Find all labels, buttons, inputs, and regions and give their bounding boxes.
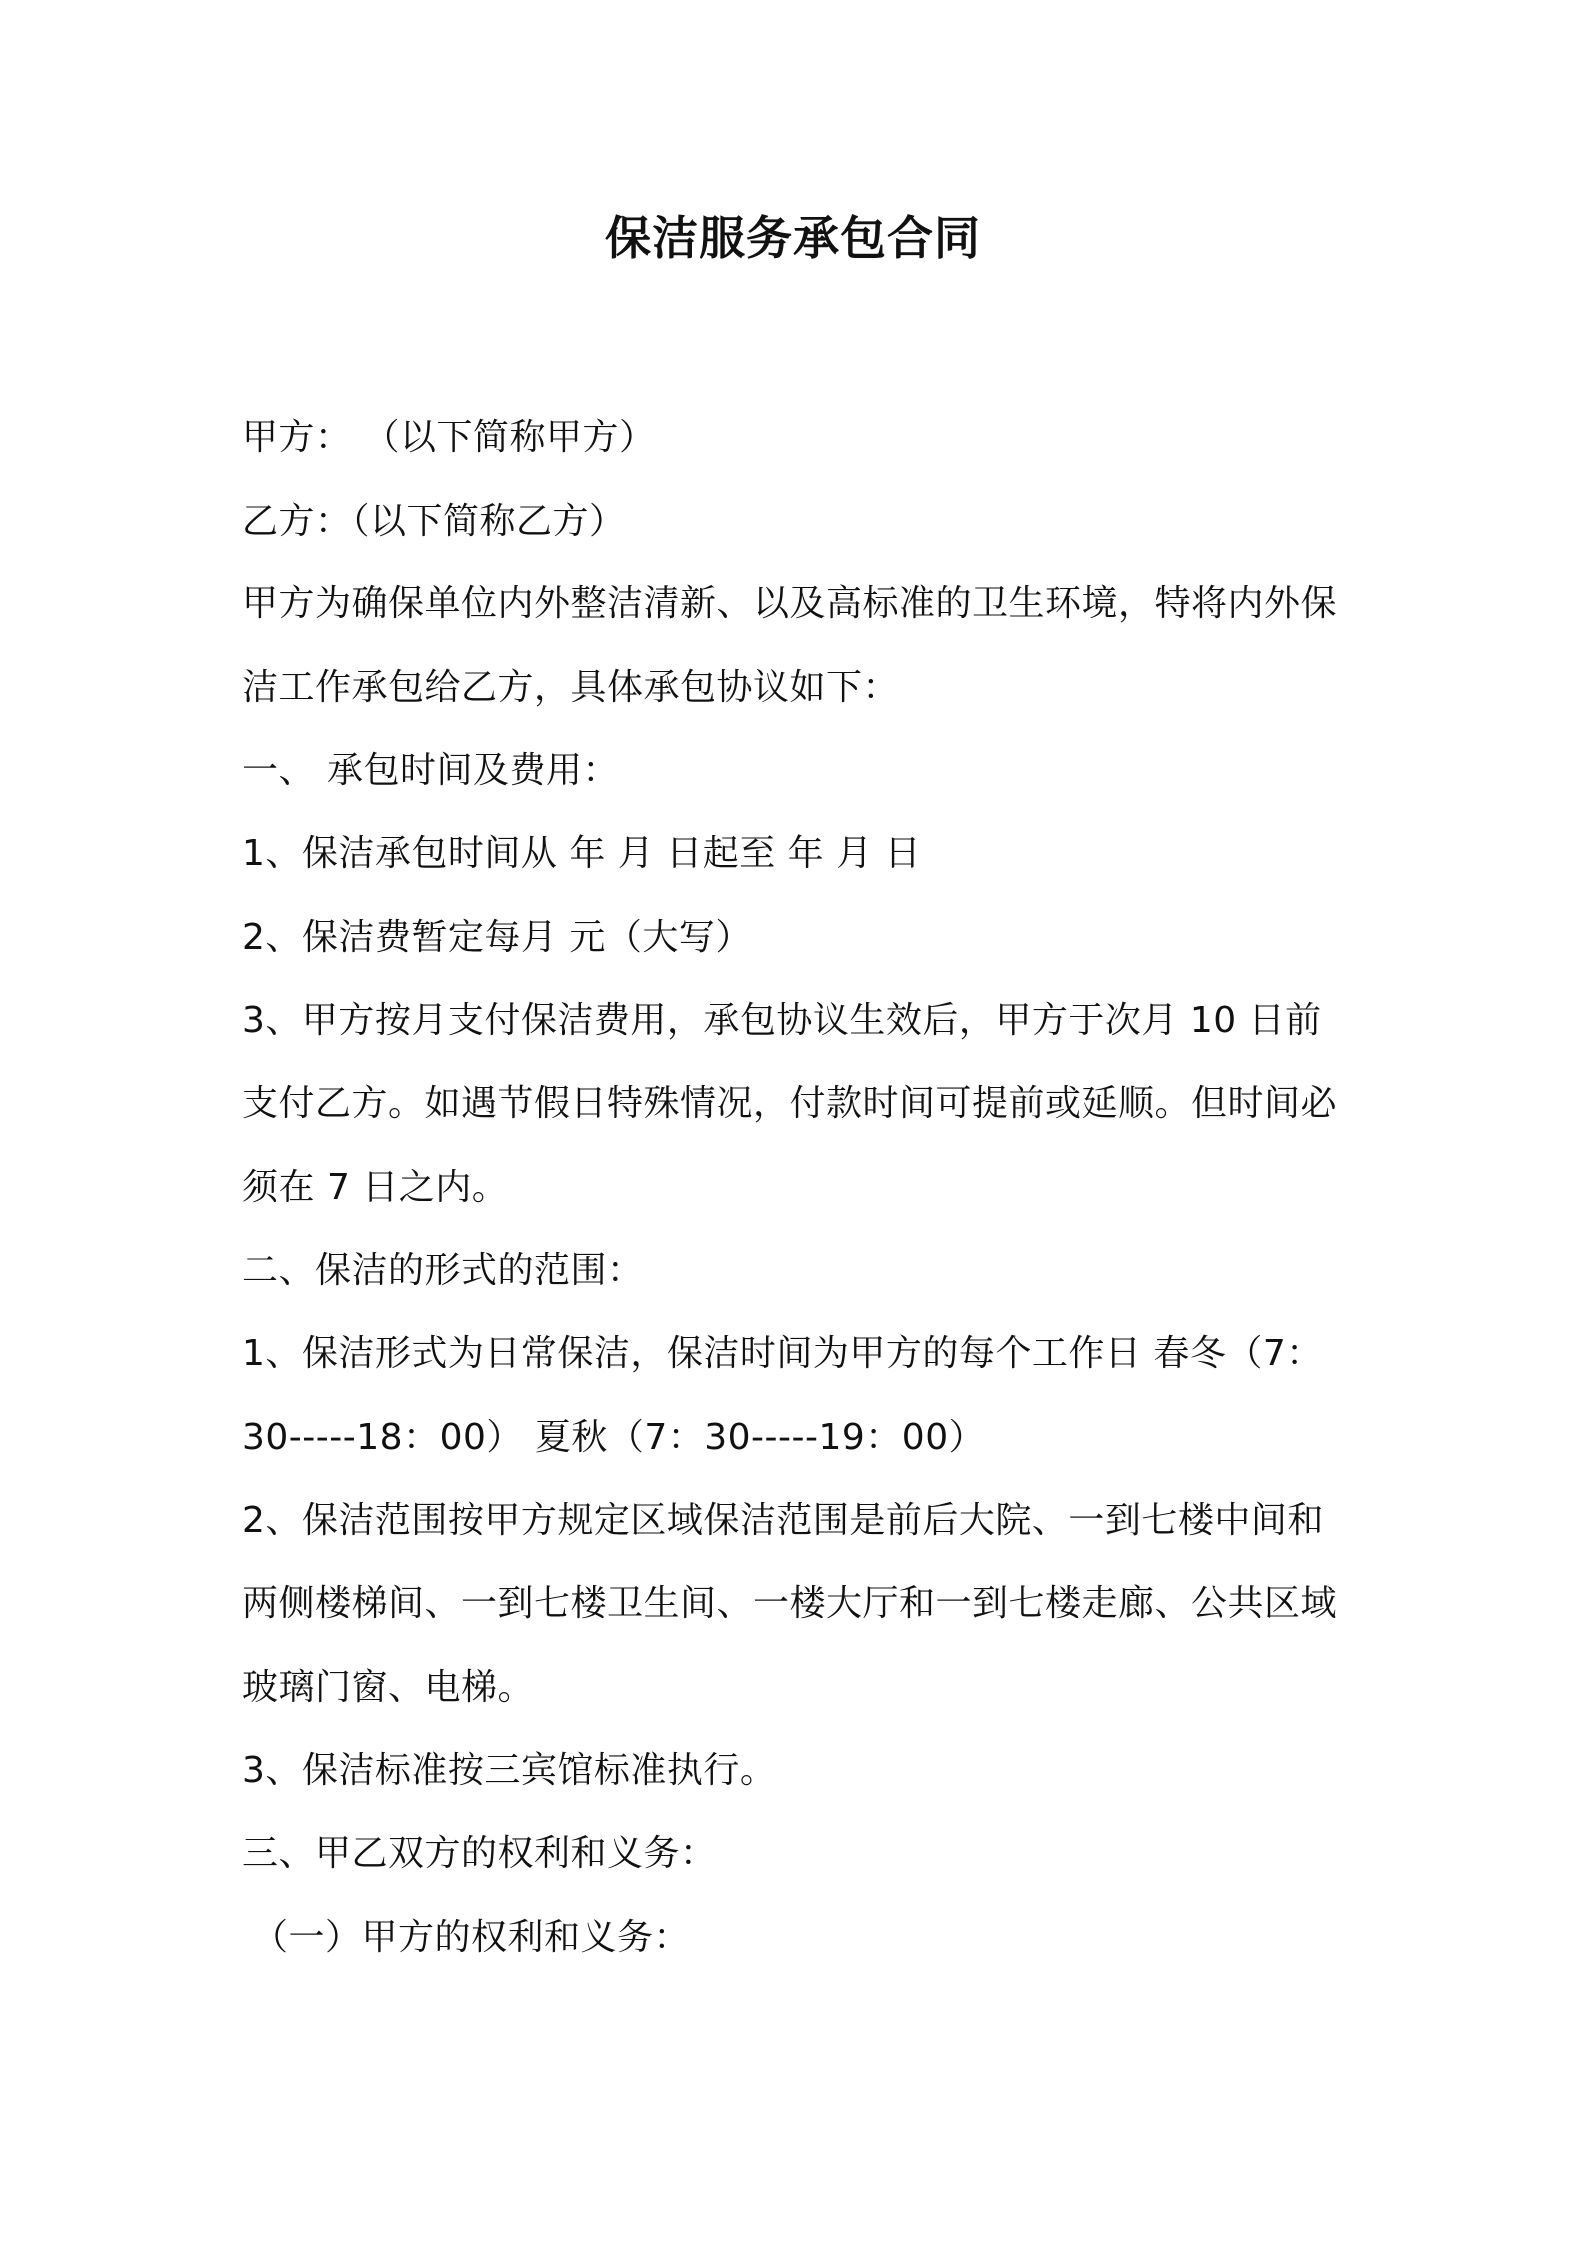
document-title: 保洁服务承包合同	[605, 211, 981, 265]
clause-2-1-line-2: 30-----18：00） 夏秋（7：30-----19：00）	[242, 1417, 986, 1458]
section-3-heading: 三、甲乙双方的权利和义务：	[242, 1833, 717, 1874]
clause-2-2-line-2: 两侧楼梯间、一到七楼卫生间、一楼大厅和一到七楼走廊、公共区域	[242, 1583, 1338, 1624]
clause-1-3-line-1: 3、甲方按月支付保洁费用，承包协议生效后，甲方于次月 10 日前	[242, 1000, 1322, 1041]
intro-line-1: 甲方为确保单位内外整洁清新、以及高标准的卫生环境，特将内外保	[242, 583, 1338, 624]
clause-1-2: 2、保洁费暂定每月 元（大写）	[242, 917, 752, 958]
clause-1-1: 1、保洁承包时间从 年 月 日起至 年 月 日	[242, 833, 922, 874]
party-a-line: 甲方： （以下简称甲方）	[242, 417, 656, 458]
party-b-line: 乙方：（以下简称乙方）	[242, 501, 626, 542]
clause-2-1-line-1: 1、保洁形式为日常保洁，保洁时间为甲方的每个工作日 春冬（7：	[242, 1333, 1323, 1374]
clause-1-3-line-3: 须在 7 日之内。	[242, 1167, 509, 1208]
clause-1-3-line-2: 支付乙方。如遇节假日特殊情况，付款时间可提前或延顺。但时间必	[242, 1083, 1338, 1124]
section-2-heading: 二、保洁的形式的范围：	[242, 1250, 644, 1291]
section-1-heading: 一、 承包时间及费用：	[242, 750, 619, 791]
subsection-3-1-heading: （一）甲方的权利和义务：	[252, 1917, 691, 1958]
clause-2-2-line-1: 2、保洁范围按甲方规定区域保洁范围是前后大院、一到七楼中间和	[242, 1500, 1324, 1541]
clause-2-2-line-3: 玻璃门窗、电梯。	[242, 1667, 535, 1708]
clause-2-3: 3、保洁标准按三宾馆标准执行。	[242, 1750, 777, 1791]
intro-line-2: 洁工作承包给乙方，具体承包协议如下：	[242, 667, 900, 708]
